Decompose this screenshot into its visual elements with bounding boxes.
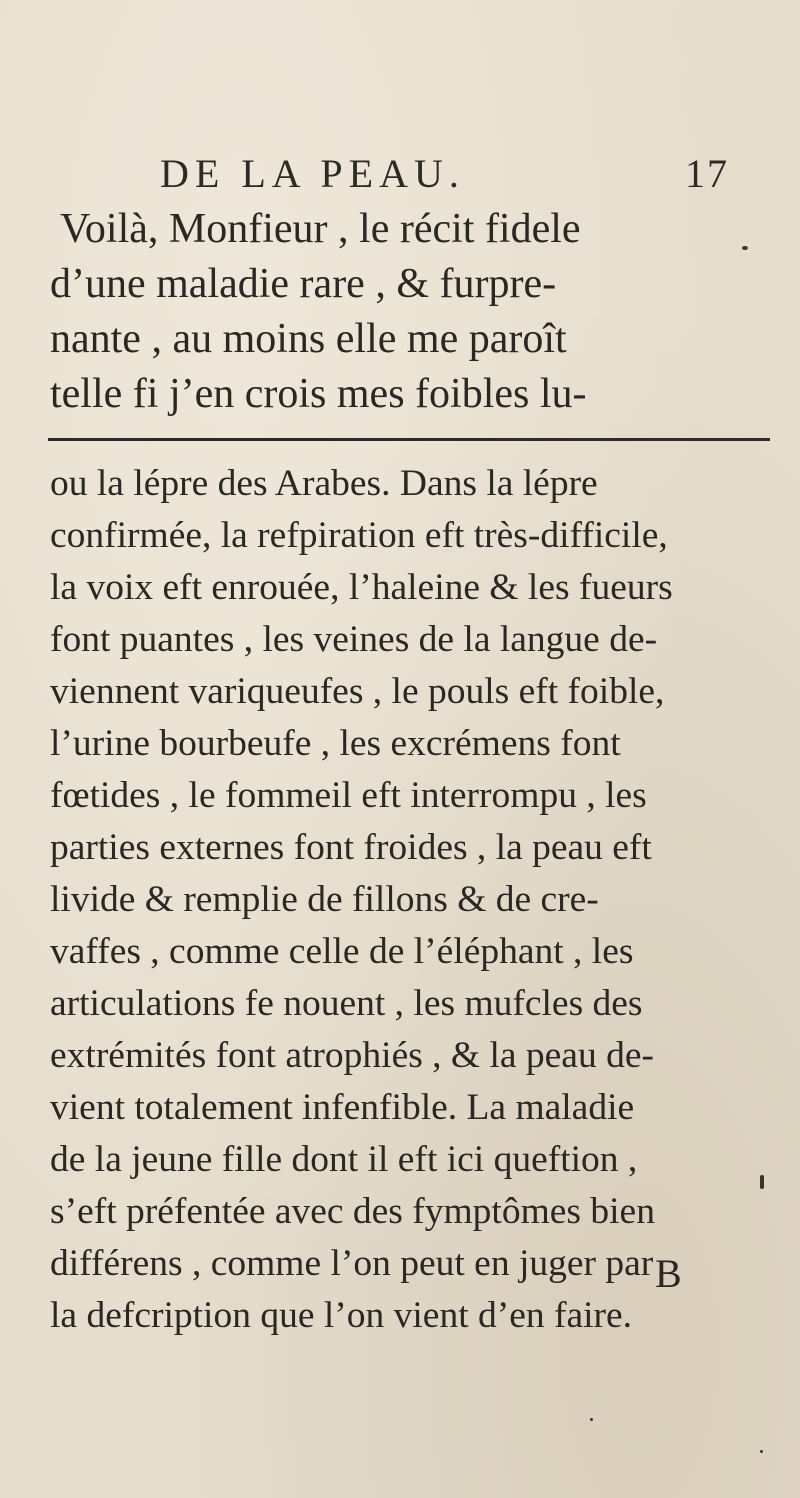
text-line: de la jeune fille dont il eft ici queftion , bbox=[50, 1139, 638, 1180]
text-line: vaffes , comme celle de l’éléphant , les bbox=[50, 931, 634, 972]
text-line: la defcription que l’on vient d’en faire. bbox=[50, 1295, 633, 1336]
separator-rule bbox=[48, 438, 770, 441]
running-head bbox=[0, 150, 800, 200]
text-line: la voix eft enrouée, l’haleine & les fueurs bbox=[50, 567, 673, 608]
text-line: font puantes , les veines de la langue de- bbox=[50, 619, 658, 660]
text-line: confirmée, la refpiration eft très-difficile, bbox=[50, 515, 668, 556]
text-line: ou la lépre des Arabes. Dans la lépre bbox=[50, 463, 598, 504]
text-line: nante , au moins elle me paroît bbox=[50, 316, 567, 362]
text-line: viennent variqueufes , le pouls eft foible, bbox=[50, 671, 665, 712]
ink-speck bbox=[760, 1175, 764, 1189]
text-line: d’une maladie rare , & furpre- bbox=[50, 261, 557, 307]
text-line: articulations fe nouent , les mufcles des bbox=[50, 983, 643, 1024]
catchword: B bbox=[655, 1251, 682, 1296]
page-number: 17 bbox=[685, 151, 729, 196]
text-line: telle fi j’en crois mes foibles lu- bbox=[50, 371, 587, 417]
running-head-title: DE LA PEAU. bbox=[160, 151, 465, 196]
ink-speck bbox=[590, 1418, 593, 1421]
text-line: différens , comme l’on peut en juger par bbox=[50, 1243, 654, 1284]
text-line: Voilà, Monfieur , le récit fidele bbox=[60, 206, 581, 252]
text-line: parties externes font froides , la peau eft bbox=[50, 827, 652, 868]
ink-speck bbox=[760, 1450, 763, 1453]
text-line: fœtides , le fommeil eft interrompu , les bbox=[50, 775, 647, 816]
text-line: l’urine bourbeufe , les excrémens font bbox=[50, 723, 621, 764]
text-line: extrémités font atrophiés , & la peau de- bbox=[50, 1035, 654, 1076]
text-line: livide & remplie de fillons & de cre- bbox=[50, 879, 599, 920]
text-line: s’eft préfentée avec des fymptômes bien bbox=[50, 1191, 655, 1232]
text-line: vient totalement infenfible. La maladie bbox=[50, 1087, 635, 1128]
ink-speck bbox=[742, 246, 748, 250]
